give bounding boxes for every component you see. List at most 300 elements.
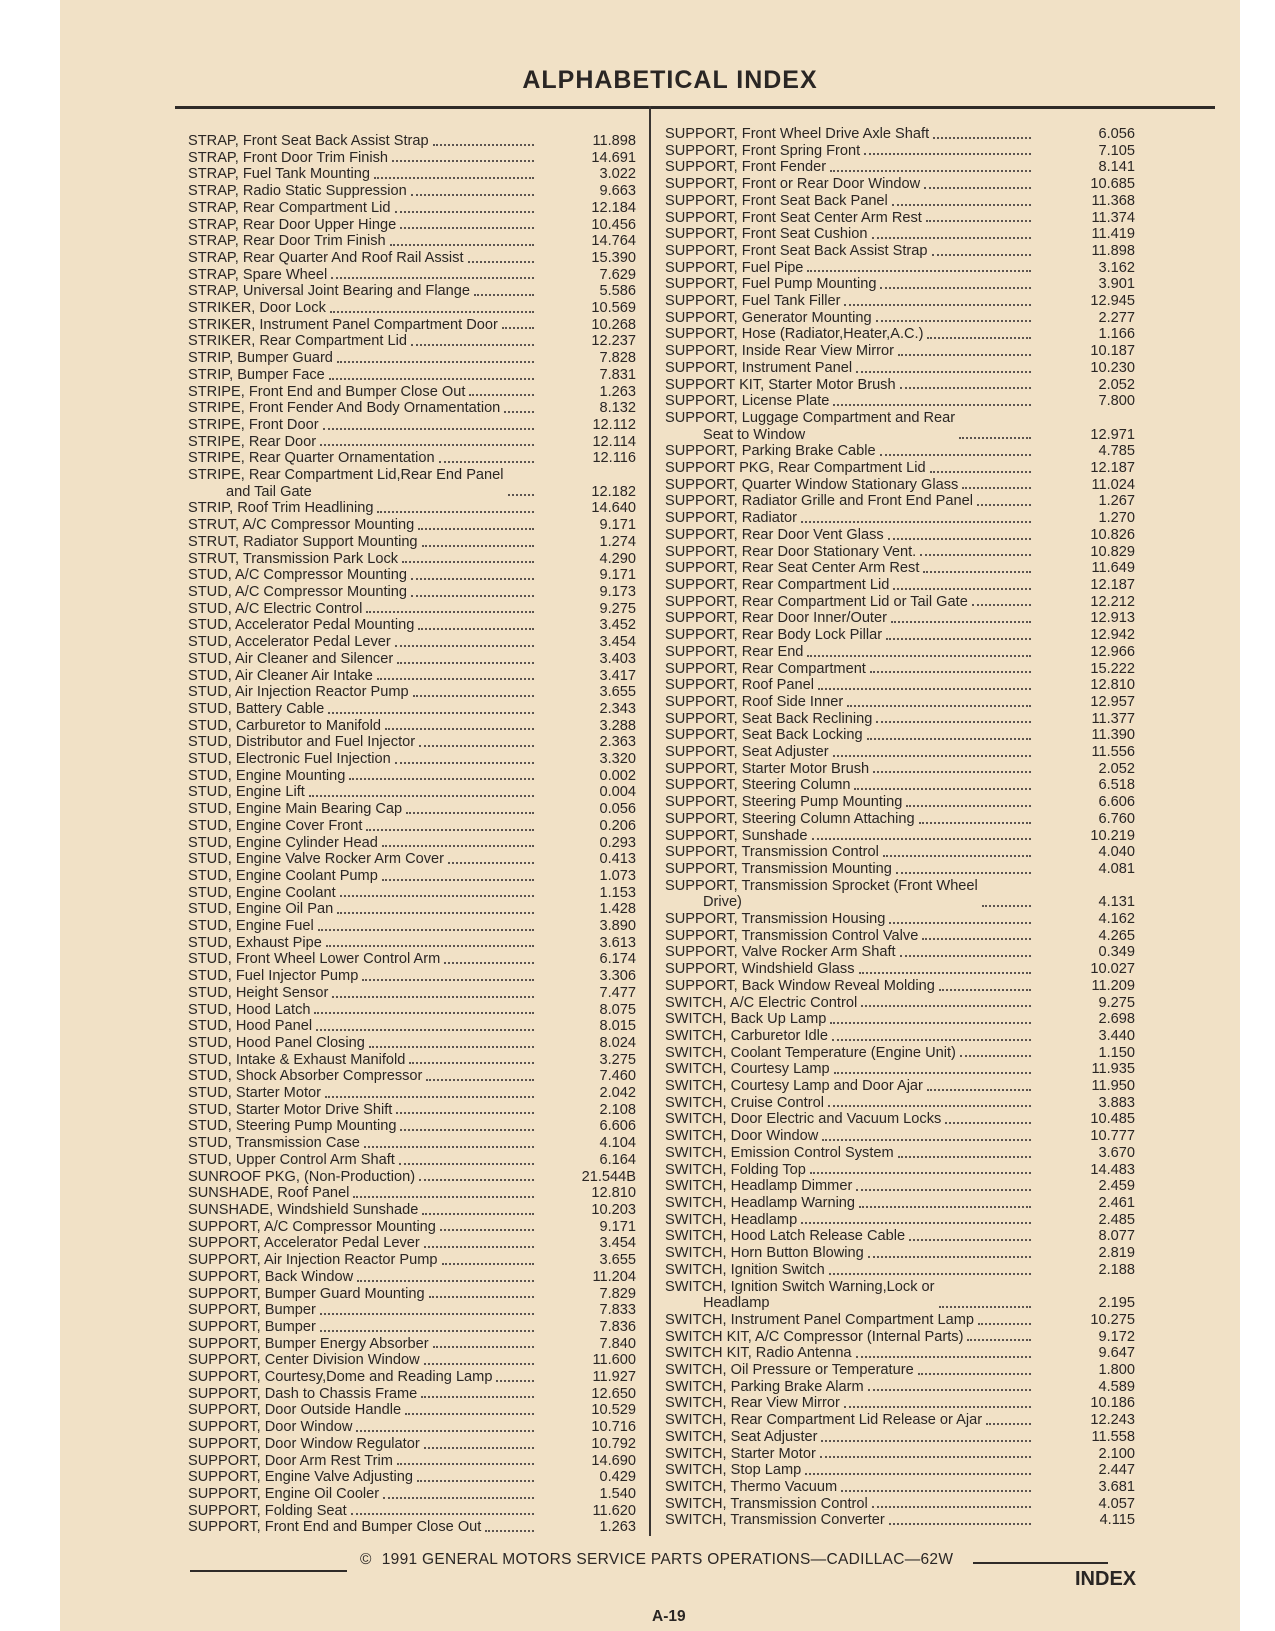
entry-page-number: 11.204	[592, 1268, 636, 1285]
entry-page-number: 2.485	[1098, 1211, 1135, 1228]
leader-dots	[821, 1440, 1031, 1442]
index-entry	[665, 995, 1215, 1012]
entry-label	[188, 1219, 436, 1236]
leader-dots	[972, 604, 1031, 606]
index-entry	[188, 1503, 653, 1520]
entry-label-text: STUD, A/C Electric Control	[188, 600, 363, 617]
leader-dots	[977, 504, 1031, 506]
index-entry	[665, 393, 1215, 410]
index-entry	[188, 217, 653, 234]
entry-label-text: SUPPORT, Rear Compartment Lid or Tail Gate	[665, 593, 968, 610]
index-entry	[188, 1286, 653, 1303]
leader-dots	[978, 1323, 1031, 1325]
entry-label	[188, 250, 464, 267]
entry-page-number: 4.057	[1098, 1495, 1135, 1512]
leader-dots	[818, 688, 1031, 690]
index-entry	[665, 727, 1215, 744]
entry-page-number: 14.691	[591, 149, 636, 166]
entry-page-number: 10.186	[1090, 1395, 1135, 1412]
leader-dots	[424, 1246, 534, 1248]
leader-dots	[830, 1022, 1031, 1024]
index-entry	[665, 1011, 1215, 1028]
entry-page-number: 3.655	[599, 684, 636, 701]
index-entry	[665, 276, 1215, 293]
entry-page-number: 2.698	[1098, 1011, 1135, 1028]
entry-label	[665, 995, 857, 1012]
entry-label-text: STRIP, Bumper Guard	[188, 350, 333, 367]
entry-page-number: 9.663	[599, 183, 636, 200]
entry-page-number: 1.073	[599, 867, 636, 884]
entry-label	[665, 928, 918, 945]
index-entry	[665, 1162, 1215, 1179]
leader-dots	[448, 862, 534, 864]
leader-dots	[892, 204, 1031, 206]
leader-dots	[369, 1046, 534, 1048]
entry-label	[665, 594, 968, 611]
leader-dots	[337, 361, 534, 363]
entry-label-text: STUD, Air Cleaner and Silencer	[188, 650, 394, 667]
entry-label	[188, 1453, 393, 1470]
index-entry	[665, 1145, 1215, 1162]
entry-label	[188, 801, 402, 818]
entry-page-number: 4.162	[1098, 911, 1135, 928]
entry-label	[188, 467, 504, 500]
entry-label	[665, 1095, 824, 1112]
entry-label	[665, 1496, 868, 1513]
entry-label	[188, 634, 391, 651]
index-entry	[188, 601, 653, 618]
entry-label-text: STUD, Transmission Case	[188, 1135, 360, 1152]
leader-dots	[886, 638, 1031, 640]
entry-label-text: SUPPORT, Seat Back Locking	[665, 727, 863, 744]
entry-label	[665, 1162, 806, 1179]
entry-label	[665, 1028, 828, 1045]
entry-label	[188, 434, 316, 451]
entry-label-text: SUPPORT, Front Seat Cushion	[665, 226, 868, 243]
entry-label	[665, 627, 882, 644]
entry-page-number: 6.606	[599, 1118, 636, 1135]
entry-label	[188, 751, 391, 768]
entry-label-text: SWITCH, A/C Electric Control	[665, 994, 858, 1011]
leader-dots	[377, 678, 534, 680]
entry-page-number: 4.290	[599, 550, 636, 567]
leader-dots	[320, 444, 534, 446]
index-entry	[188, 1052, 653, 1069]
entry-label	[665, 1329, 963, 1346]
entry-label	[665, 828, 808, 845]
leader-dots	[337, 912, 534, 914]
index-entry	[188, 200, 653, 217]
index-entry	[665, 1212, 1215, 1229]
entry-label	[188, 768, 345, 785]
entry-page-number: 12.810	[1090, 677, 1135, 694]
entry-label	[188, 1286, 425, 1303]
entry-label	[665, 811, 915, 828]
index-entry	[665, 1462, 1215, 1479]
entry-label-text: STUD, Upper Control Arm Shaft	[188, 1151, 395, 1168]
leader-dots	[829, 1273, 1031, 1275]
entry-page-number: 10.275	[1090, 1311, 1135, 1328]
index-entry	[188, 634, 653, 651]
index-entry	[665, 293, 1215, 310]
entry-label-text: SUPPORT, Starter Motor Brush	[665, 760, 870, 777]
entry-page-number: 8.132	[599, 400, 636, 417]
leader-dots	[382, 879, 534, 881]
index-entry	[188, 400, 653, 417]
index-entry	[665, 661, 1215, 678]
entry-label-text: SUPPORT, Courtesy,Dome and Reading Lamp	[188, 1369, 493, 1386]
entry-label	[665, 878, 978, 911]
leader-dots	[856, 1189, 1031, 1191]
entry-page-number: 7.800	[1098, 393, 1135, 410]
entry-page-number: 3.403	[599, 650, 636, 667]
entry-label-text: SUPPORT, Seat Back Reclining	[665, 710, 873, 727]
entry-label-text: STRAP, Rear Quarter And Roof Rail Assist	[188, 249, 464, 266]
index-entry	[188, 384, 653, 401]
entry-page-number: 11.935	[1091, 1061, 1135, 1078]
index-entry	[188, 584, 653, 601]
entry-page-number: 7.828	[599, 350, 636, 367]
entry-label-text: SWITCH, Horn Button Blowing	[665, 1245, 864, 1262]
entry-page-number: 3.901	[1098, 276, 1135, 293]
entry-label-continuation: and Tail Gate	[226, 483, 312, 500]
leader-dots	[896, 872, 1031, 874]
entry-label	[188, 1302, 316, 1319]
entry-label-text: SUPPORT, Engine Oil Cooler	[188, 1485, 380, 1502]
index-entry	[188, 133, 653, 150]
entry-label	[188, 1486, 379, 1503]
entry-page-number: 6.056	[1098, 126, 1135, 142]
leader-dots	[924, 187, 1031, 189]
entry-label	[188, 567, 407, 584]
leader-dots	[508, 494, 534, 496]
leader-dots	[377, 511, 534, 513]
leader-dots	[939, 989, 1031, 991]
index-entry	[188, 751, 653, 768]
entry-label-text: STUD, Engine Coolant Pump	[188, 867, 378, 884]
entry-label-text: SUPPORT, Inside Rear View Mirror	[665, 343, 894, 360]
entry-page-number: 1.166	[1098, 326, 1135, 343]
index-entry	[665, 143, 1215, 160]
entry-page-number: 2.042	[599, 1085, 636, 1102]
index-entry	[665, 527, 1215, 544]
entry-label	[188, 818, 362, 835]
leader-dots	[986, 1423, 1031, 1425]
index-entry	[665, 744, 1215, 761]
entry-page-number: 14.640	[591, 500, 636, 517]
entry-label-text: STRIP, Roof Trim Headlining	[188, 500, 374, 517]
index-entry	[188, 901, 653, 918]
index-entry	[665, 510, 1215, 527]
entry-label	[665, 1245, 864, 1262]
leader-dots	[349, 778, 534, 780]
entry-label-text: STRAP, Rear Door Upper Hinge	[188, 216, 397, 233]
entry-label-text: SUPPORT, Front Spring Front	[665, 142, 861, 159]
index-entry	[188, 1519, 653, 1536]
entry-label-text: SUPPORT, Transmission Sprocket (Front Wheel	[665, 877, 978, 894]
leader-dots	[318, 929, 534, 931]
entry-label	[188, 968, 358, 985]
leader-dots	[366, 611, 534, 613]
entry-label	[188, 1436, 420, 1453]
entry-page-number: 11.927	[592, 1369, 636, 1386]
entry-page-number: 3.655	[599, 1252, 636, 1269]
entry-label-text: STUD, Engine Coolant	[188, 884, 336, 901]
entry-label-text: SUPPORT, Rear Compartment	[665, 660, 866, 677]
leader-dots	[900, 955, 1031, 957]
entry-label	[188, 133, 429, 150]
entry-label	[188, 918, 314, 935]
entry-label	[665, 243, 928, 260]
entry-label-text: STRIPE, Rear Door	[188, 433, 317, 450]
leader-dots	[382, 845, 534, 847]
leader-dots	[314, 1012, 534, 1014]
index-entry	[188, 1352, 653, 1369]
leader-dots	[959, 437, 1031, 439]
entry-label-text: SUPPORT, Instrument Panel	[665, 359, 853, 376]
leader-dots	[889, 922, 1031, 924]
entry-label-text: STRIKER, Instrument Panel Compartment Door	[188, 316, 498, 333]
leader-dots	[833, 755, 1031, 757]
entry-page-number: 12.112	[592, 416, 636, 433]
entry-label	[188, 534, 418, 551]
index-entry	[188, 784, 653, 801]
index-column-left	[188, 133, 653, 1536]
entry-label	[665, 527, 884, 544]
entry-label-text: STUD, Hood Panel Closing	[188, 1034, 365, 1051]
entry-label	[665, 460, 926, 477]
entry-page-number: 11.898	[592, 133, 636, 149]
entry-page-number: 0.002	[599, 767, 636, 784]
index-entry	[665, 1362, 1215, 1379]
index-entry	[665, 1178, 1215, 1195]
entry-page-number: 12.942	[1090, 627, 1135, 644]
entry-label	[188, 517, 414, 534]
leader-dots	[930, 471, 1031, 473]
leader-dots	[891, 621, 1031, 623]
index-entry	[665, 1228, 1215, 1245]
entry-page-number: 3.162	[1098, 259, 1135, 276]
entry-page-number: 6.518	[1098, 777, 1135, 794]
entry-label-text: SUPPORT, License Plate	[665, 393, 830, 410]
index-entry	[188, 951, 653, 968]
entry-page-number: 9.173	[599, 583, 636, 600]
entry-label-text: SUPPORT, Fuel Pump Mounting	[665, 276, 877, 293]
entry-page-number: 11.649	[1091, 560, 1135, 577]
index-entry	[665, 1045, 1215, 1062]
entry-page-number: 12.182	[591, 483, 636, 500]
entry-label-text: SWITCH, Rear View Mirror	[665, 1395, 840, 1412]
entry-label	[665, 544, 916, 561]
leader-dots	[397, 1463, 534, 1465]
entry-page-number: 2.459	[1098, 1178, 1135, 1195]
entry-label	[188, 166, 370, 183]
entry-label	[665, 226, 868, 243]
entry-page-number: 2.819	[1098, 1245, 1135, 1262]
leader-dots	[326, 945, 534, 947]
entry-label	[188, 1386, 417, 1403]
entry-page-number: 9.275	[1098, 994, 1135, 1011]
entry-label	[665, 560, 919, 577]
index-entry	[188, 668, 653, 685]
index-entry	[188, 1436, 653, 1453]
entry-page-number: 8.024	[599, 1034, 636, 1051]
entry-label	[188, 617, 414, 634]
entry-label-text: SUPPORT PKG, Rear Compartment Lid	[665, 460, 926, 477]
leader-dots	[413, 695, 534, 697]
entry-label	[188, 935, 322, 952]
entry-label	[188, 1519, 481, 1536]
entry-label	[188, 951, 440, 968]
entry-label-text: STUD, Fuel Injector Pump	[188, 968, 359, 985]
index-entry	[665, 176, 1215, 193]
entry-page-number: 10.826	[1090, 526, 1135, 543]
entry-label	[665, 1446, 816, 1463]
entry-label-text: SUPPORT, Bumper Energy Absorber	[188, 1335, 429, 1352]
entry-label-text: SWITCH, Thermo Vacuum	[665, 1478, 838, 1495]
index-entry	[665, 694, 1215, 711]
entry-label-text: SWITCH, Transmission Control	[665, 1495, 868, 1512]
leader-dots	[395, 645, 534, 647]
entry-label	[665, 326, 923, 343]
leader-dots	[918, 1373, 1031, 1375]
entry-label	[665, 694, 843, 711]
entry-page-number: 10.187	[1090, 343, 1135, 360]
entry-label	[188, 450, 435, 467]
leader-dots	[872, 237, 1031, 239]
entry-label-text: SUPPORT, Steering Column Attaching	[665, 810, 915, 827]
index-entry	[665, 1412, 1215, 1429]
entry-label	[665, 861, 892, 878]
entry-label	[188, 1052, 405, 1069]
index-entry	[188, 617, 653, 634]
leader-dots	[433, 144, 534, 146]
entry-label-text: SUPPORT, Transmission Housing	[665, 911, 886, 928]
copyright-symbol: ©	[360, 1551, 372, 1568]
entry-page-number: 4.115	[1099, 1512, 1135, 1529]
index-entry	[188, 317, 653, 334]
entry-label	[188, 1152, 395, 1169]
entry-label	[665, 1262, 825, 1279]
entry-label	[665, 493, 973, 510]
entry-page-number: 0.429	[599, 1469, 636, 1486]
entry-label-text: STRAP, Rear Compartment Lid	[188, 199, 391, 216]
index-entry	[665, 460, 1215, 477]
index-entry	[188, 567, 653, 584]
entry-label-text: SWITCH, Folding Top	[665, 1161, 806, 1178]
entry-label-text: SUPPORT, Dash to Chassis Frame	[188, 1385, 418, 1402]
entry-page-number: 11.898	[1091, 242, 1135, 259]
entry-page-number: 1.150	[1098, 1044, 1135, 1061]
entry-label-text: SUPPORT, Valve Rocker Arm Shaft	[665, 944, 896, 961]
leader-dots	[893, 588, 1031, 590]
leader-dots	[496, 1380, 534, 1382]
entry-label	[665, 293, 840, 310]
entry-label	[665, 1312, 974, 1329]
entry-label	[665, 1145, 894, 1162]
entry-label-text: STUD, Intake & Exhaust Manifold	[188, 1051, 406, 1068]
leader-dots	[406, 812, 534, 814]
leader-dots	[424, 1363, 534, 1365]
entry-page-number: 2.100	[1098, 1445, 1135, 1462]
entry-page-number: 8.141	[1098, 159, 1135, 176]
entry-label	[188, 183, 407, 200]
entry-label-text: STRAP, Radio Static Suppression	[188, 183, 407, 200]
leader-dots	[807, 270, 1031, 272]
leader-dots	[320, 1330, 534, 1332]
entry-label-text: SWITCH, Parking Brake Alarm	[665, 1378, 864, 1395]
entry-page-number: 3.306	[599, 968, 636, 985]
entry-label	[188, 267, 327, 284]
entry-label	[665, 1212, 797, 1229]
index-entry	[665, 210, 1215, 227]
entry-page-number: 2.461	[1098, 1195, 1135, 1211]
leader-dots	[444, 962, 534, 964]
entry-page-number: 12.187	[1090, 460, 1135, 477]
entry-label-text: SUPPORT, Steering Column	[665, 777, 851, 794]
index-entry	[188, 333, 653, 350]
index-entry	[665, 260, 1215, 277]
entry-page-number: 1.540	[599, 1485, 636, 1502]
page-title: ALPHABETICAL INDEX	[522, 66, 818, 94]
index-entry	[188, 1369, 653, 1386]
entry-label	[188, 400, 500, 417]
leader-dots	[417, 1480, 534, 1482]
entry-label-text: STRIPE, Front Door	[188, 416, 319, 433]
index-entry	[665, 477, 1215, 494]
entry-page-number: 3.883	[1098, 1094, 1135, 1111]
index-entry	[665, 243, 1215, 260]
leader-dots	[861, 1005, 1031, 1007]
entry-label-text: STUD, Engine Main Bearing Cap	[188, 801, 403, 818]
entry-page-number: 10.230	[1090, 359, 1135, 376]
entry-page-number: 11.600	[592, 1352, 636, 1369]
leader-dots	[830, 170, 1031, 172]
entry-label-text: SUPPORT, Rear Door Stationary Vent.	[665, 543, 917, 560]
entry-label	[188, 784, 305, 801]
index-entry	[188, 1402, 653, 1419]
index-entry	[188, 367, 653, 384]
index-entry	[665, 794, 1215, 811]
entry-page-number: 3.320	[599, 751, 636, 768]
leader-dots	[395, 211, 534, 213]
entry-label-text: STUD, Engine Valve Rocker Arm Cover	[188, 851, 445, 868]
entry-label	[188, 1352, 420, 1369]
entry-label-text: STUD, Engine Lift	[188, 784, 305, 801]
entry-label-text: SUPPORT, Radiator Grille and Front End Panel	[665, 493, 973, 510]
index-entry	[188, 1319, 653, 1336]
entry-label	[665, 443, 876, 460]
entry-label-text: SWITCH, Cruise Control	[665, 1094, 824, 1111]
leader-dots	[383, 1497, 534, 1499]
entry-label	[188, 1269, 353, 1286]
entry-label-continuation: Seat to Window	[703, 426, 806, 443]
index-entry	[188, 1386, 653, 1403]
entry-page-number: 7.477	[599, 984, 636, 1001]
leader-dots	[411, 194, 534, 196]
index-entry	[665, 1061, 1215, 1078]
leader-dots	[982, 905, 1031, 907]
leader-dots	[898, 1156, 1031, 1158]
entry-label-text: SUPPORT, Bumper	[188, 1302, 316, 1319]
entry-page-number: 11.419	[1091, 226, 1135, 243]
leader-dots	[876, 320, 1031, 322]
leader-dots	[330, 311, 534, 313]
entry-page-number: 9.171	[599, 1218, 636, 1235]
index-entry	[665, 911, 1215, 928]
index-entry	[188, 651, 653, 668]
leader-dots	[932, 254, 1031, 256]
